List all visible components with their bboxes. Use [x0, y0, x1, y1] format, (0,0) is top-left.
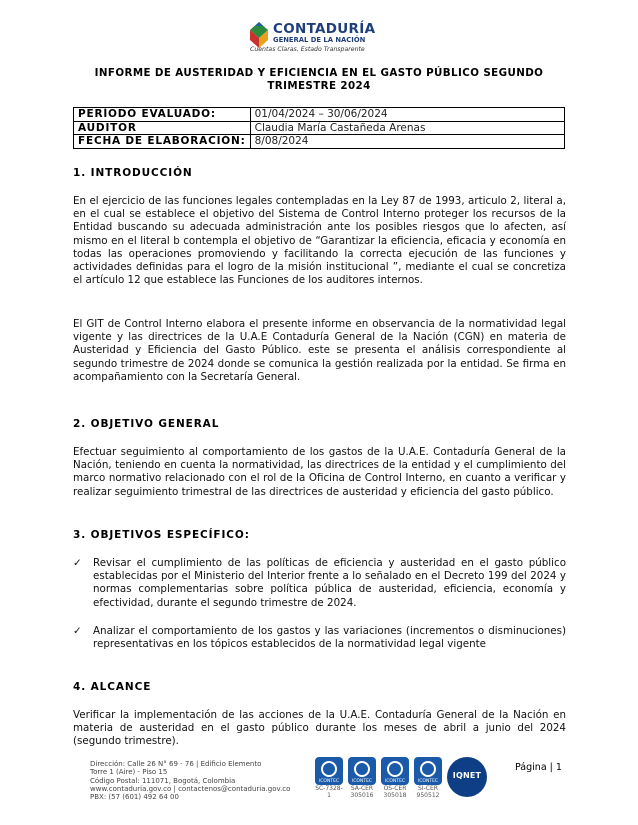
meta-value-fecha: 8/08/2024	[250, 135, 564, 149]
footer-address	[90, 760, 290, 801]
table-row	[74, 121, 565, 135]
checkmark-icon: ✓	[73, 557, 82, 569]
meta-label-periodo: PERÍODO EVALUADO:	[74, 108, 251, 122]
meta-value-auditor: Claudia María Castañeda Arenas	[250, 121, 564, 135]
intro-paragraph-2: El GIT de Control Interno elabora el presente informe en observancia de la normatividad legal vigente y las directrices de la U.A.E Contaduría General de la Nación (CGN) en materia de Austeridad y Eficiencia del Gasto Público. este se presenta el análisis correspondiente al segundo trimestre de 2024 donde se comunica la gestión realizada por la entidad. Se firma en acompañamiento con la Secretaría General.	[73, 318, 566, 383]
certification-badge	[347, 757, 377, 799]
logo-tagline: Cuentas Claras, Estado Transparente	[250, 46, 365, 53]
certification-code: OS-CER 305018	[383, 785, 407, 799]
certification-badge	[413, 757, 443, 799]
certification-code: SI-CER 950512	[416, 785, 440, 799]
footer-address-line: Código Postal: 111071, Bogotá, Colombia	[90, 776, 236, 785]
table-row	[74, 108, 565, 122]
iqnet-logo-icon	[447, 757, 487, 797]
meta-label-auditor: AUDITOR	[74, 121, 251, 135]
page-number: Página | 1	[515, 762, 562, 773]
footer-address-line: Torre 1 (Aire) - Piso 15	[90, 768, 168, 777]
certification-code: SA-CER 305016	[350, 785, 374, 799]
icontec-icon: ICONTEC	[315, 757, 343, 785]
certification-badge	[380, 757, 410, 799]
icontec-icon: ICONTEC	[414, 757, 442, 785]
checkmark-icon: ✓	[73, 625, 82, 637]
report-metadata-table	[73, 107, 565, 149]
meta-label-fecha: FECHA DE ELABORACIÓN:	[74, 135, 251, 149]
table-row	[74, 135, 565, 149]
intro-paragraph-1: En el ejercicio de las funciones legales contempladas en la Ley 87 de 1993, articulo 2, literal a, en el cual se establece el objetivo del Sistema de Control Interno proteger los recursos de la Entidad buscando su adecuada administración ante los posibles riesgos que lo afecten, así mismo en el literal b contempla el objetivo de “Garantizar la eficiencia, eficacia y economía en todas las operaciones promoviendo y facilitando la correcta ejecución de las funciones y actividades definidas para el logro de la misión institucional ”, mediante el cual se concretiza el artículo 12 que establece las Funciones de los auditores internos.	[73, 195, 566, 287]
certification-code: SC-7328-1	[315, 785, 343, 799]
document-title: INFORME DE AUSTERIDAD Y EFICIENCIA EN EL GASTO PÚBLICO SEGUNDO TRIMESTRE 2024	[94, 67, 544, 92]
heading-objetivos-especificos: 3. OBJETIVOS ESPECÍFICO:	[73, 529, 250, 541]
objetivo-especifico-1: Revisar el cumplimiento de las políticas de eficiencia y austeridad en el gasto público establecidas por el Ministerio del Interior frente a lo señalado en el Decreto 199 del 2024 y normas complementarias sobre política pública de austeridad, eficiencia, economía y efectividad, durante el segundo trimestre de 2024.	[93, 557, 566, 609]
heading-introduccion: 1. INTRODUCCIÓN	[73, 167, 193, 179]
icontec-icon: ICONTEC	[348, 757, 376, 785]
iqnet-label: IQNET	[452, 771, 482, 780]
objetivo-especifico-2: Analizar el comportamiento de los gastos y las variaciones (incrementos o disminuciones) representativas en los tópicos establecidos de la normatividad legal vigente	[93, 625, 566, 651]
objetivo-paragraph: Efectuar seguimiento al comportamiento de los gastos de la U.A.E. Contaduría General de la Nación, teniendo en cuenta la normatividad, las directrices de la entidad y el cumplimiento del marco normativo relacionado con el rol de la Oficina de Control Interno, en cuanto a verificar y realizar seguimiento trimestral de las directrices de austeridad y eficiencia del gasto público.	[73, 446, 566, 498]
footer-address-line: Dirección: Calle 26 N° 69 - 76 | Edificio Elemento	[90, 760, 262, 768]
alcance-paragraph: Verificar la implementación de las acciones de la U.A.E. Contaduría General de la Nación en materia de austeridad en el gasto público durante los meses de abril a junio del 2024 (segundo trimestre).	[73, 709, 566, 748]
heading-objetivo-general: 2. OBJETIVO GENERAL	[73, 418, 220, 430]
footer-address-line: www.contaduria.gov.co | contactenos@contaduria.gov.co	[90, 784, 291, 793]
logo-subtitle: GENERAL DE LA NACIÓN	[273, 36, 366, 44]
icontec-icon: ICONTEC	[381, 757, 409, 785]
heading-alcance: 4. ALCANCE	[73, 681, 152, 693]
logo-title: CONTADURÍA	[273, 21, 376, 37]
cgn-logo	[246, 20, 386, 56]
meta-value-periodo: 01/04/2024 – 30/06/2024	[250, 108, 564, 122]
footer-address-line: PBX: (57 (601) 492 64 00	[90, 793, 179, 802]
certification-badge	[314, 757, 344, 799]
